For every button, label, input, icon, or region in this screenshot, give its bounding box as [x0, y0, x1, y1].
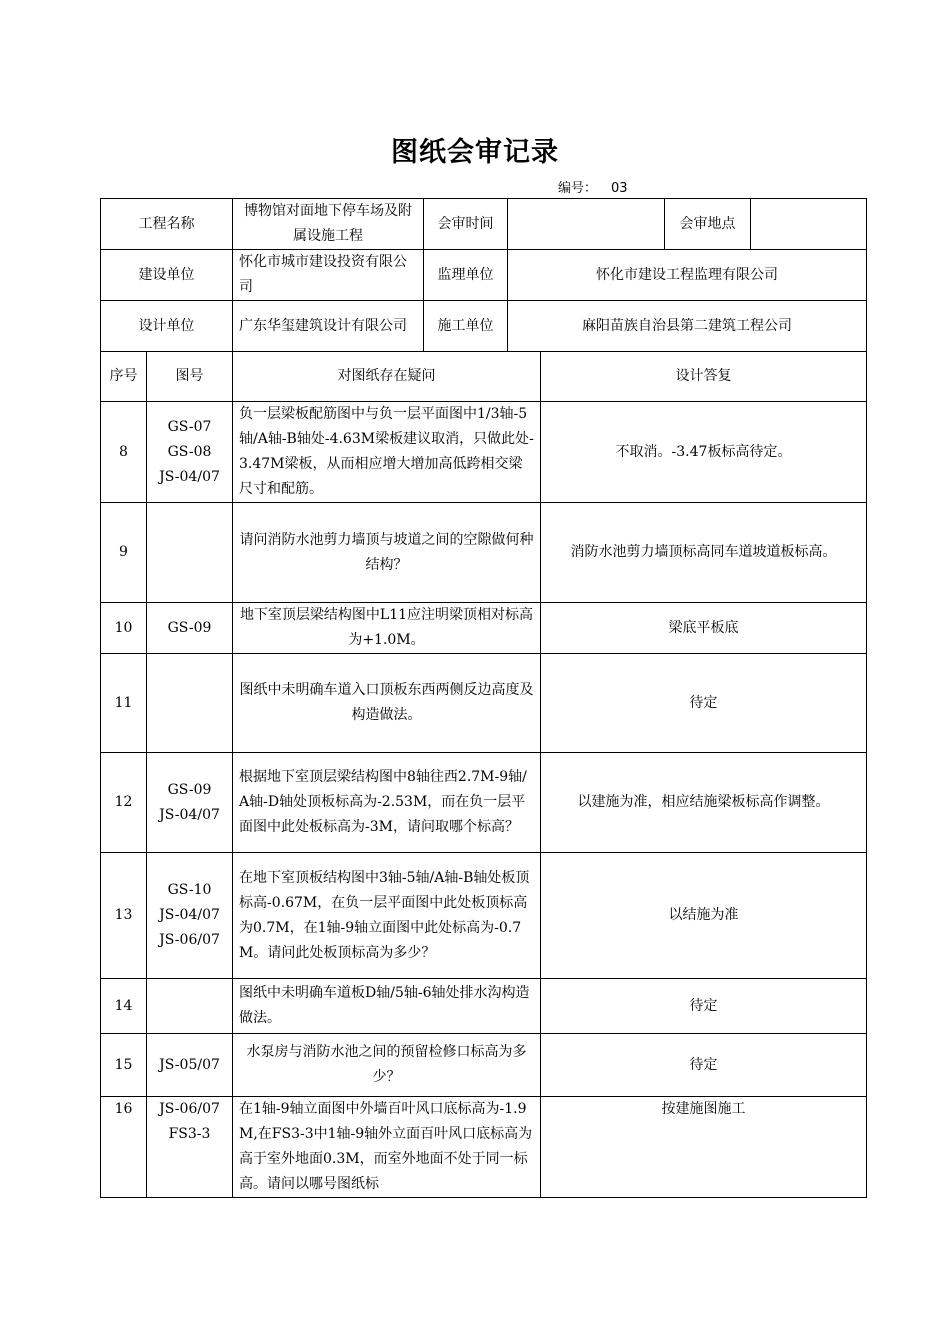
contractor-value: 麻阳苗族自治县第二建筑工程公司 — [508, 301, 867, 352]
header-drawing: 图号 — [147, 352, 233, 402]
answer-text: 梁底平板底 — [541, 603, 867, 654]
drawing-code: GS-10 — [167, 882, 212, 898]
answer-text: 消防水池剪力墙顶标高同车道坡道板标高。 — [541, 503, 867, 603]
answer-text: 以结施为准 — [541, 853, 867, 979]
table-row — [101, 1097, 867, 1198]
review-place-label: 会审地点 — [665, 199, 751, 250]
question-text: 在1轴-9轴立面图中外墙百叶风口底标高为-1.9M,在FS3-3中1轴-9轴外立面百叶风口底标高为高于室外地面0.3M，而室外地面不处于同一标高。请问以哪号图纸标 — [233, 1097, 541, 1198]
question-text: 负一层梁板配筋图中与负一层平面图中1/3轴-5轴/A轴-B轴处-4.63M梁板建议取消，只做此处-3.47M梁板，从而相应增大增加高低跨相交梁尺寸和配筋。 — [233, 402, 541, 503]
drawing-code: JS-05/07 — [159, 1056, 220, 1073]
drawing-codes — [147, 1097, 233, 1198]
drawing-codes — [147, 853, 233, 979]
supervisor-value: 怀化市建设工程监理有限公司 — [508, 250, 867, 301]
records-header-row — [101, 352, 867, 402]
table-row — [101, 1034, 867, 1097]
question-text: 水泵房与消防水池之间的预留检修口标高为多少？ — [233, 1034, 541, 1097]
drawing-codes — [147, 654, 233, 753]
drawing-code: JS-06/07 — [159, 1101, 220, 1117]
question-text: 在地下室顶板结构图中3轴-5轴/A轴-B轴处板顶标高-0.67M，在负一层平面图中此处板顶标高为0.7M，在1轴-9轴立面图中此处标高为-0.7M。请问此处板顶标高为多少？ — [233, 853, 541, 979]
review-time-value — [508, 199, 665, 250]
info-row-owner — [101, 250, 867, 301]
answer-text: 以建施为准，相应结施梁板标高作调整。 — [541, 753, 867, 853]
drawing-code: FS3-3 — [168, 1126, 211, 1142]
project-name-label: 工程名称 — [101, 199, 233, 250]
supervisor-label: 监理单位 — [424, 250, 508, 301]
drawing-code: GS-08 — [167, 443, 212, 460]
header-answer: 设计答复 — [541, 352, 867, 402]
row-number: 14 — [101, 979, 147, 1034]
drawing-code: JS-04/07 — [159, 806, 220, 823]
project-name-value: 博物馆对面地下停车场及附属设施工程 — [233, 199, 424, 250]
info-row-project — [101, 199, 867, 250]
question-text: 请问消防水池剪力墙顶与坡道之间的空隙做何种结构？ — [233, 503, 541, 603]
info-row-designer — [101, 301, 867, 352]
question-text: 图纸中未明确车道入口顶板东西两侧反边高度及构造做法。 — [233, 654, 541, 753]
answer-text: 待定 — [541, 654, 867, 753]
answer-text: 待定 — [541, 1034, 867, 1097]
drawing-codes — [147, 753, 233, 853]
drawing-codes — [147, 603, 233, 654]
row-number: 8 — [101, 402, 147, 503]
drawing-code: GS-09 — [167, 619, 212, 636]
designer-label: 设计单位 — [101, 301, 233, 352]
header-question: 对图纸存在疑问 — [233, 352, 541, 402]
info-table — [100, 198, 867, 352]
table-row — [101, 853, 867, 979]
owner-value: 怀化市城市建设投资有限公司 — [233, 250, 424, 301]
table-row — [101, 402, 867, 503]
document-number-value: 03 — [611, 181, 628, 196]
drawing-code: JS-04/07 — [159, 468, 220, 485]
drawing-codes — [147, 979, 233, 1034]
page-title: 图纸会审记录 — [391, 137, 559, 168]
question-text: 根据地下室顶层梁结构图中8轴往西2.7M-9轴/A轴-D轴处顶板标高为-2.53M，而在负一层平面图中此处板标高为-3M，请问取哪个标高？ — [233, 753, 541, 853]
drawing-code: GS-07 — [167, 418, 212, 435]
row-number: 13 — [101, 853, 147, 979]
table-row — [101, 503, 867, 603]
designer-value: 广东华玺建筑设计有限公司 — [233, 301, 424, 352]
table-row — [101, 603, 867, 654]
document-number — [558, 177, 628, 196]
table-row — [101, 654, 867, 753]
question-text: 图纸中未明确车道板D轴/5轴-6轴处排水沟构造做法。 — [233, 979, 541, 1034]
drawing-codes — [147, 503, 233, 603]
owner-label: 建设单位 — [101, 250, 233, 301]
drawing-codes — [147, 402, 233, 503]
drawing-code: GS-09 — [167, 781, 212, 798]
answer-text: 按建施图施工 — [541, 1097, 867, 1198]
document-number-label: 编号： — [558, 181, 598, 196]
row-number: 16 — [101, 1097, 147, 1198]
row-number: 10 — [101, 603, 147, 654]
row-number: 11 — [101, 654, 147, 753]
row-number: 12 — [101, 753, 147, 853]
table-row — [101, 753, 867, 853]
drawing-code: JS-06/07 — [159, 932, 220, 948]
review-time-label: 会审时间 — [424, 199, 508, 250]
review-place-value — [751, 199, 867, 250]
row-number: 15 — [101, 1034, 147, 1097]
drawing-codes — [147, 1034, 233, 1097]
table-row — [101, 979, 867, 1034]
question-text: 地下室顶层梁结构图中L11应注明梁顶相对标高为+1.0M。 — [233, 603, 541, 654]
contractor-label: 施工单位 — [424, 301, 508, 352]
row-number: 9 — [101, 503, 147, 603]
answer-text: 待定 — [541, 979, 867, 1034]
header-seq: 序号 — [101, 352, 147, 402]
review-records-table — [100, 351, 867, 1198]
drawing-code: JS-04/07 — [159, 907, 220, 923]
answer-text: 不取消。-3.47板标高待定。 — [541, 402, 867, 503]
